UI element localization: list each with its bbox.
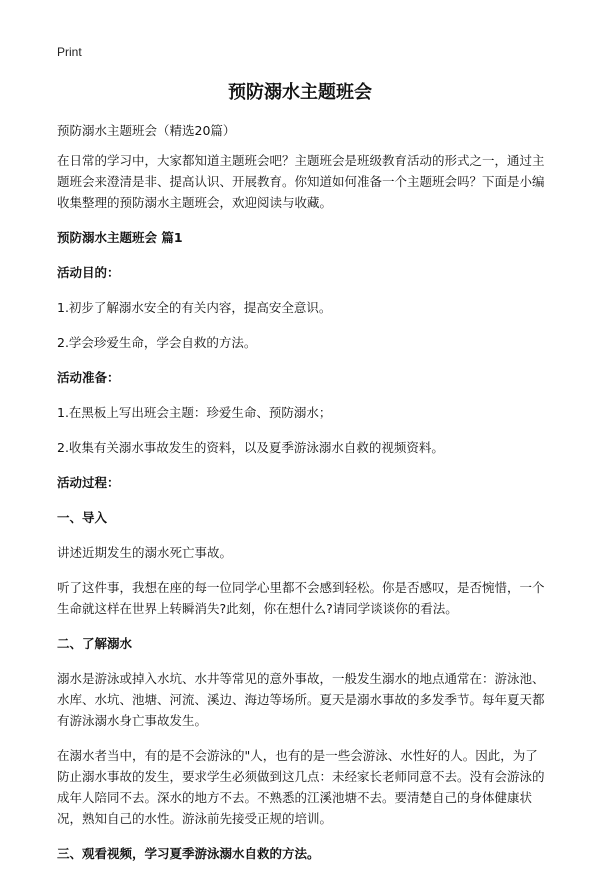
step-paragraph: 溺水是游泳或掉入水坑、水井等常见的意外事故，一般发生溺水的地点通常在：游泳池、水库、水坑、池塘、河流、溪边、海边等场所。夏天是溺水事故的多发季节。每年夏天都有游泳溺水身亡事故发生。 (57, 671, 545, 728)
process-heading: 活动过程： (57, 475, 120, 490)
document-subtitle: 预防溺水主题班会（精选20篇） (57, 123, 236, 138)
step-heading: 一、导入 (57, 510, 108, 525)
step-paragraph: 听了这件事，我想在座的每一位同学心里都不会感到轻松。你是否感叹，是否惋惜，一个生命就这样在世界上转瞬消失?此刻，你在想什么?请同学谈谈你的看法。 (57, 580, 545, 616)
page-title: 预防溺水主题班会 (228, 82, 372, 103)
section-heading: 预防溺水主题班会 篇1 (57, 230, 183, 245)
step-heading: 二、了解溺水 (57, 636, 133, 651)
goal-item: 2.学会珍爱生命，学会自救的方法。 (57, 335, 257, 350)
step-paragraph: 讲述近期发生的溺水死亡事故。 (57, 545, 233, 560)
prep-item: 2.收集有关溺水事故发生的资料，以及夏季游泳溺水自救的视频资料。 (57, 440, 444, 455)
step-paragraph: 在溺水者当中，有的是不会游泳的"人，也有的是一些会游泳、水性好的人。因此，为了防止溺水事故的发生，要求学生必须做到这几点：未经家长老师同意不去。没有会游泳的成年人陪同不去。深水的地方不去。不熟悉的江溪池塘不去。要清楚自己的身体健康状况，熟知自己的水性。游泳前先接受正规的培训。 (57, 748, 545, 826)
prep-item: 1.在黑板上写出班会主题：珍爱生命、预防溺水； (57, 405, 332, 420)
goal-item: 1.初步了解溺水安全的有关内容，提高安全意识。 (57, 300, 332, 315)
goal-heading: 活动目的： (57, 265, 120, 280)
step-heading: 三、观看视频，学习夏季游泳溺水自救的方法。 (57, 846, 320, 861)
intro-paragraph: 在日常的学习中，大家都知道主题班会吧？主题班会是班级教育活动的形式之一，通过主题班会来澄清是非、提高认识、开展教育。你知道如何准备一个主题班会吗？下面是小编收集整理的预防溺水主题班会，欢迎阅读与收藏。 (57, 153, 545, 210)
document-body (57, 150, 547, 878)
print-link[interactable]: Print (57, 45, 82, 59)
prep-heading: 活动准备： (57, 370, 120, 385)
